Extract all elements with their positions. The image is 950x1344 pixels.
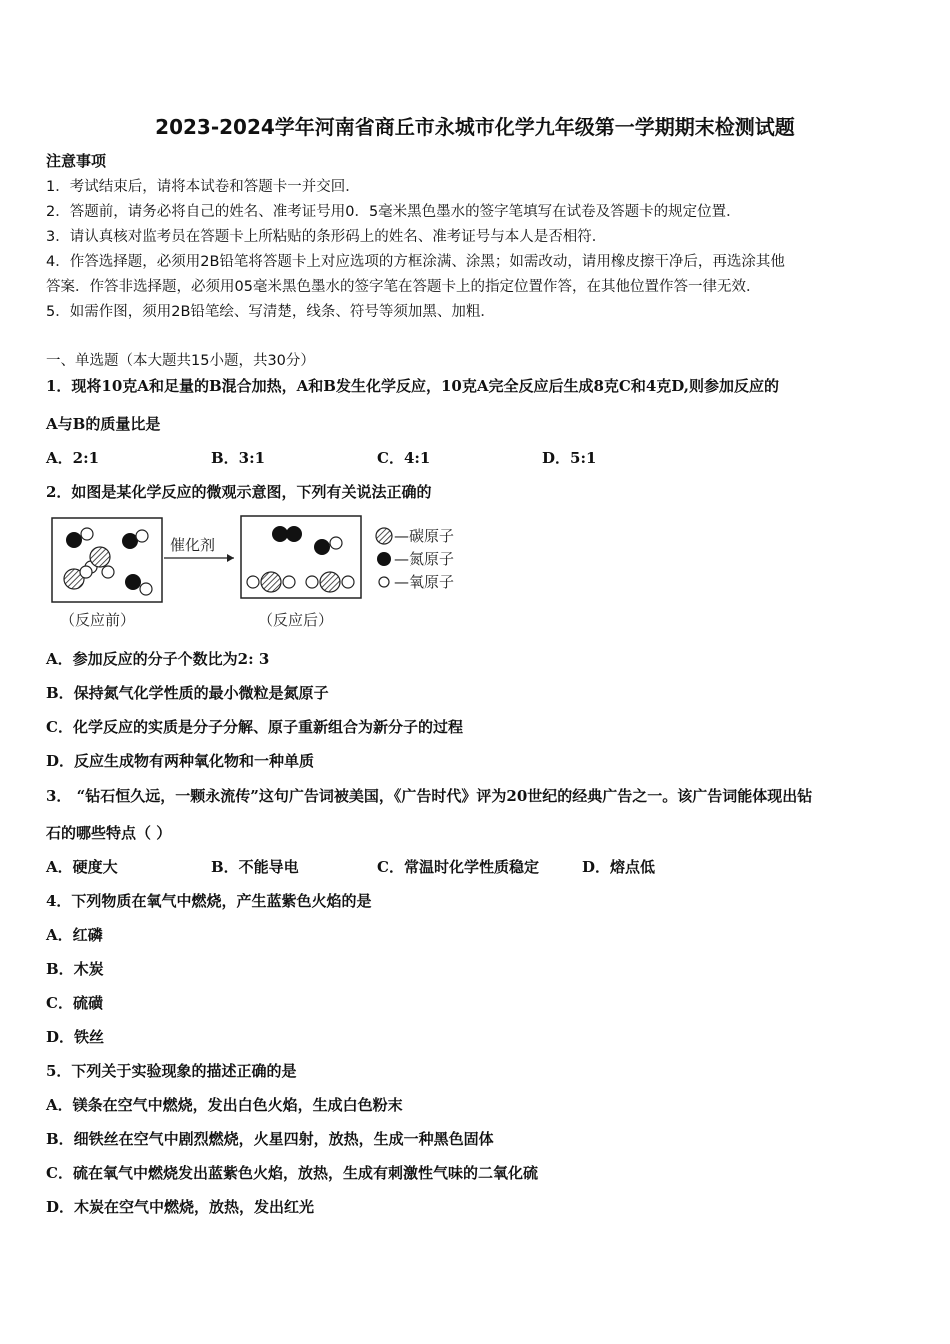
notice-item: 1．考试结束后，请将本试卷和答题卡一并交回． xyxy=(46,179,360,195)
question-3-option-a: A．硬度大 xyxy=(46,858,118,876)
before-label: （反应前） xyxy=(60,611,136,629)
legend-oxygen-icon xyxy=(379,577,389,587)
notice-item: 2．答题前，请务必将自己的姓名、准考证号用0．5毫米黑色墨水的签字笔填写在试卷及答题卡的规定位置． xyxy=(46,204,741,220)
question-4-option-c: C．硫磺 xyxy=(46,994,103,1012)
after-label: （反应后） xyxy=(258,611,334,629)
oxygen-atom xyxy=(80,566,92,578)
carbon-atom xyxy=(90,547,110,567)
question-2-option-d: D．反应生成物有两种氧化物和一种单质 xyxy=(46,752,315,770)
question-3-option-d: D．熔点低 xyxy=(582,858,656,876)
question-5-option-b: B．细铁丝在空气中剧烈燃烧，火星四射，放热，生成一种黑色固体 xyxy=(46,1130,494,1148)
question-1-option-a: A．2:1 xyxy=(46,449,100,467)
legend-nitrogen-label: —氮原子 xyxy=(394,550,455,568)
question-2-option-a: A．参加反应的分子个数比为2: 3 xyxy=(46,650,270,668)
notice-item: 5．如需作图，须用2B铅笔绘、写清楚，线条、符号等须加黑、加粗． xyxy=(46,304,495,320)
question-2-stem: 2．如图是某化学反应的微观示意图，下列有关说法正确的 xyxy=(46,483,432,501)
question-3-option-b: B．不能导电 xyxy=(211,858,299,876)
question-4-option-a: A．红磷 xyxy=(46,926,103,944)
question-1-option-c: C．4:1 xyxy=(377,449,431,467)
legend-nitrogen-icon xyxy=(377,552,391,566)
question-3-stem-cont: 石的哪些特点（ ） xyxy=(46,824,172,842)
notice-item: 4．作答选择题，必须用2B铅笔将答题卡上对应选项的方框涂满、涂黑；如需改动，请用橡皮擦干净后，再选涂其他 xyxy=(46,254,785,270)
section-heading: 一、单选题（本大题共15小题，共30分） xyxy=(46,353,315,369)
question-3-option-c: C．常温时化学性质稳定 xyxy=(377,858,539,876)
legend-oxygen-label: —氧原子 xyxy=(394,573,455,591)
legend-carbon-icon xyxy=(376,528,392,544)
question-1-option-d: D．5:1 xyxy=(542,449,597,467)
nitrogen-atom xyxy=(314,539,330,555)
oxygen-atom xyxy=(140,583,152,595)
question-1-stem: 1．现将10克A和足量的B混合加热，A和B发生化学反应，10克A完全反应后生成8克C和4克D,则参加反应的 xyxy=(46,377,779,395)
oxygen-atom xyxy=(342,576,354,588)
page-title: 2023-2024学年河南省商丘市永城市化学九年级第一学期期末检测试题 xyxy=(155,115,795,139)
nitrogen-atom xyxy=(272,526,288,542)
question-4-option-d: D．铁丝 xyxy=(46,1028,105,1046)
notice-heading: 注意事项 xyxy=(46,152,107,170)
legend-carbon-label: —碳原子 xyxy=(394,527,455,545)
oxygen-atom xyxy=(283,576,295,588)
catalyst-label: 催化剂 xyxy=(170,536,216,554)
question-5-option-a: A．镁条在空气中燃烧，发出白色火焰，生成白色粉末 xyxy=(46,1096,403,1114)
question-5-option-c: C．硫在氧气中燃烧发出蓝紫色火焰，放热，生成有刺激性气味的二氧化硫 xyxy=(46,1164,538,1182)
question-5-stem: 5．下列关于实验现象的描述正确的是 xyxy=(46,1062,297,1080)
question-2-option-b: B．保持氮气化学性质的最小微粒是氮原子 xyxy=(46,684,329,702)
question-5-option-d: D．木炭在空气中燃烧，放热，发出红光 xyxy=(46,1198,315,1216)
question-1-option-b: B．3:1 xyxy=(211,449,266,467)
oxygen-atom xyxy=(330,537,342,549)
question-1-stem-cont: A与B的质量比是 xyxy=(46,415,161,433)
question-3-stem: 3． “钻石恒久远，一颗永流传”这句广告词被美国，《广告时代》评为20世纪的经典广告之一。该广告词能体现出钻 xyxy=(46,787,813,805)
notice-item: 答案．作答非选择题，必须用05毫米黑色墨水的签字笔在答题卡上的指定位置作答，在其他位置作答一律无效． xyxy=(46,279,761,295)
nitrogen-atom xyxy=(125,574,141,590)
oxygen-atom xyxy=(102,566,114,578)
oxygen-atom xyxy=(81,528,93,540)
question-2-option-c: C．化学反应的实质是分子分解、原子重新组合为新分子的过程 xyxy=(46,718,463,736)
nitrogen-atom xyxy=(66,532,82,548)
notice-item: 3．请认真核对监考员在答题卡上所粘贴的条形码上的姓名、准考证号与本人是否相符． xyxy=(46,229,607,245)
question-4-stem: 4．下列物质在氧气中燃烧，产生蓝紫色火焰的是 xyxy=(46,892,372,910)
question-4-option-b: B．木炭 xyxy=(46,960,104,978)
carbon-atom xyxy=(320,572,340,592)
nitrogen-atom xyxy=(286,526,302,542)
reaction-diagram xyxy=(46,512,486,636)
carbon-atom xyxy=(261,572,281,592)
oxygen-atom xyxy=(306,576,318,588)
reaction-arrowhead xyxy=(227,554,234,562)
oxygen-atom xyxy=(247,576,259,588)
oxygen-atom xyxy=(136,530,148,542)
